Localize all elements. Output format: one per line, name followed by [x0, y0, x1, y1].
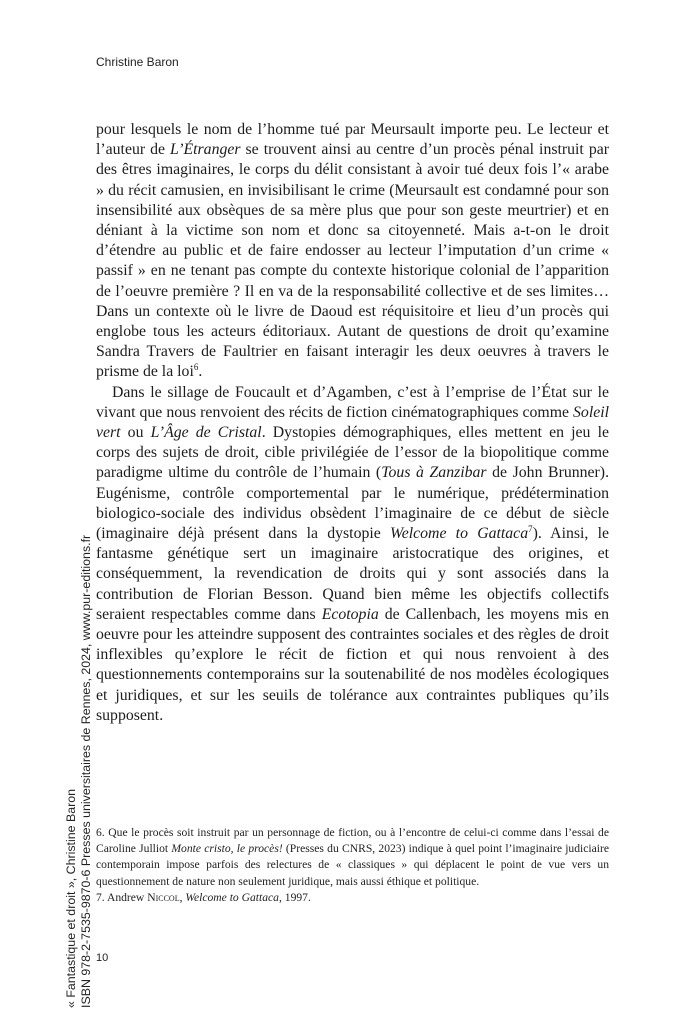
italic-title: Welcome to Gattaca	[390, 525, 529, 543]
running-header-author: Christine Baron	[96, 55, 179, 69]
footnote-7	[96, 890, 609, 906]
italic-title: Tous à Zanzibar	[381, 464, 487, 482]
text-run: de John Brunner). Eugénisme, contrôle comportemental par le numérique, prédétermination biologico-sociale des individus obsèdent l’imaginaire de ce début de siècle (imaginaire déjà présent dans la dystopie	[96, 464, 610, 543]
italic-title: L’Âge de Cristal	[150, 424, 262, 442]
italic-title: Welcome to Gattaca	[185, 890, 279, 904]
text-run: 6. Que le procès soit instruit par un personnage de fiction, ou à l’encontre de celui-ci comme dans l’essai de Caroline Julliot	[96, 826, 609, 856]
footnote-ref-7: 7	[528, 524, 533, 535]
paragraph-1	[96, 120, 609, 383]
footnote-ref-6: 6	[193, 362, 199, 373]
text-run: , 1997.	[278, 890, 311, 904]
italic-title: Soleil vert	[96, 403, 609, 442]
text-run: 7. Andrew	[96, 890, 148, 904]
paragraph-2	[96, 383, 609, 726]
text-run: ). Ainsi, le fantasme génétique sert un imaginaire aristocratique des origines, et conséquemment, la revendication de droits qui y sont associés dans la contribution de Florian Besson. Quand bien même les objectifs collectifs seraient respectables comme dans	[96, 525, 609, 623]
footnote-6	[96, 825, 609, 890]
sidebar-line-2: ISBN 978-2-7535-9870-6 Presses universitaires de Rennes, 2024, www.pur-editions.fr	[79, 534, 93, 1008]
text-run: ou	[120, 424, 151, 442]
italic-title: Ecotopia	[321, 605, 379, 623]
text-run: .	[198, 363, 203, 381]
sidebar-line-1: « Fantastique et droit », Christine Baron	[64, 788, 78, 1008]
text-run: de Callenbach, les moyens mis en oeuvre pour les atteindre supposent des contraintes sociales et des règles de droit inflexibles qu’explore le récit de fiction et qui nous renvoient à des questionnements contemporains sur la soutenabilité de nos modèles écologiques et juridiques, et sur les seuils de tolérance aux contraintes publiques qu’ils supposent.	[96, 605, 609, 724]
italic-title: L’Étranger	[170, 141, 241, 159]
text-run: ,	[179, 890, 186, 904]
main-text	[96, 120, 609, 726]
page-number: 10	[96, 952, 109, 964]
rotated-copyright-notice	[64, 535, 94, 1008]
text-run: pour lesquels le nom de l’homme tué par Meursault importe peu. Le lecteur et l’auteur de	[96, 121, 609, 159]
text-run: se trouvent ainsi au centre d’un procès pénal instruit par des êtres imaginaires, le corps du délit consistant à avoir tué deux fois l’« arabe » du récit camusien, en invisibilisant le crime (Meursault est condamné pour son insensibilité aux obsèques de sa mère plus que pour son geste meurtrier) et en déniant à la victime son nom et donc sa citoyenneté. Mais a-t-on le droit d’étendre au public et de faire endosser au lecteur l’imputation d’un crime « passif » en ne tenant pas compte du contexte historique colonial de l’apparition de l’oeuvre première ? Il en va de la responsabilité collective et de ses limites… Dans un contexte où le livre de Daoud est réquisitoire et lieu d’un procès qui englobe tous les acteurs éditoriaux. Autant de questions de droit qu’examine Sandra Travers de Faultrier en faisant interagir les deux oeuvres à travers le prisme de la loi	[96, 141, 609, 381]
footnotes	[96, 825, 609, 906]
author-surname: Niccol	[147, 890, 180, 904]
text-run: (Presses du CNRS, 2023) indique à quel point l’imaginaire judiciaire contemporain impose parfois des relectures de « classiques » qui déplacent le point de vue vers un questionnement de nature non seulement juridique, mais aussi éthique et politique.	[96, 842, 609, 888]
italic-title: Monte cristo, le procès!	[171, 842, 283, 856]
text-run: . Dystopies démographiques, elles mettent en jeu le corps des sujets de droit, cible privilégiée de l’essor de la biopolitique comme paradigme ultime du contrôle de l’humain (	[96, 424, 609, 482]
text-run: Dans le sillage de Foucault et d’Agamben, c’est à l’emprise de l’État sur le vivant que nous renvoient des récits de fiction cinématographiques comme	[96, 383, 609, 421]
